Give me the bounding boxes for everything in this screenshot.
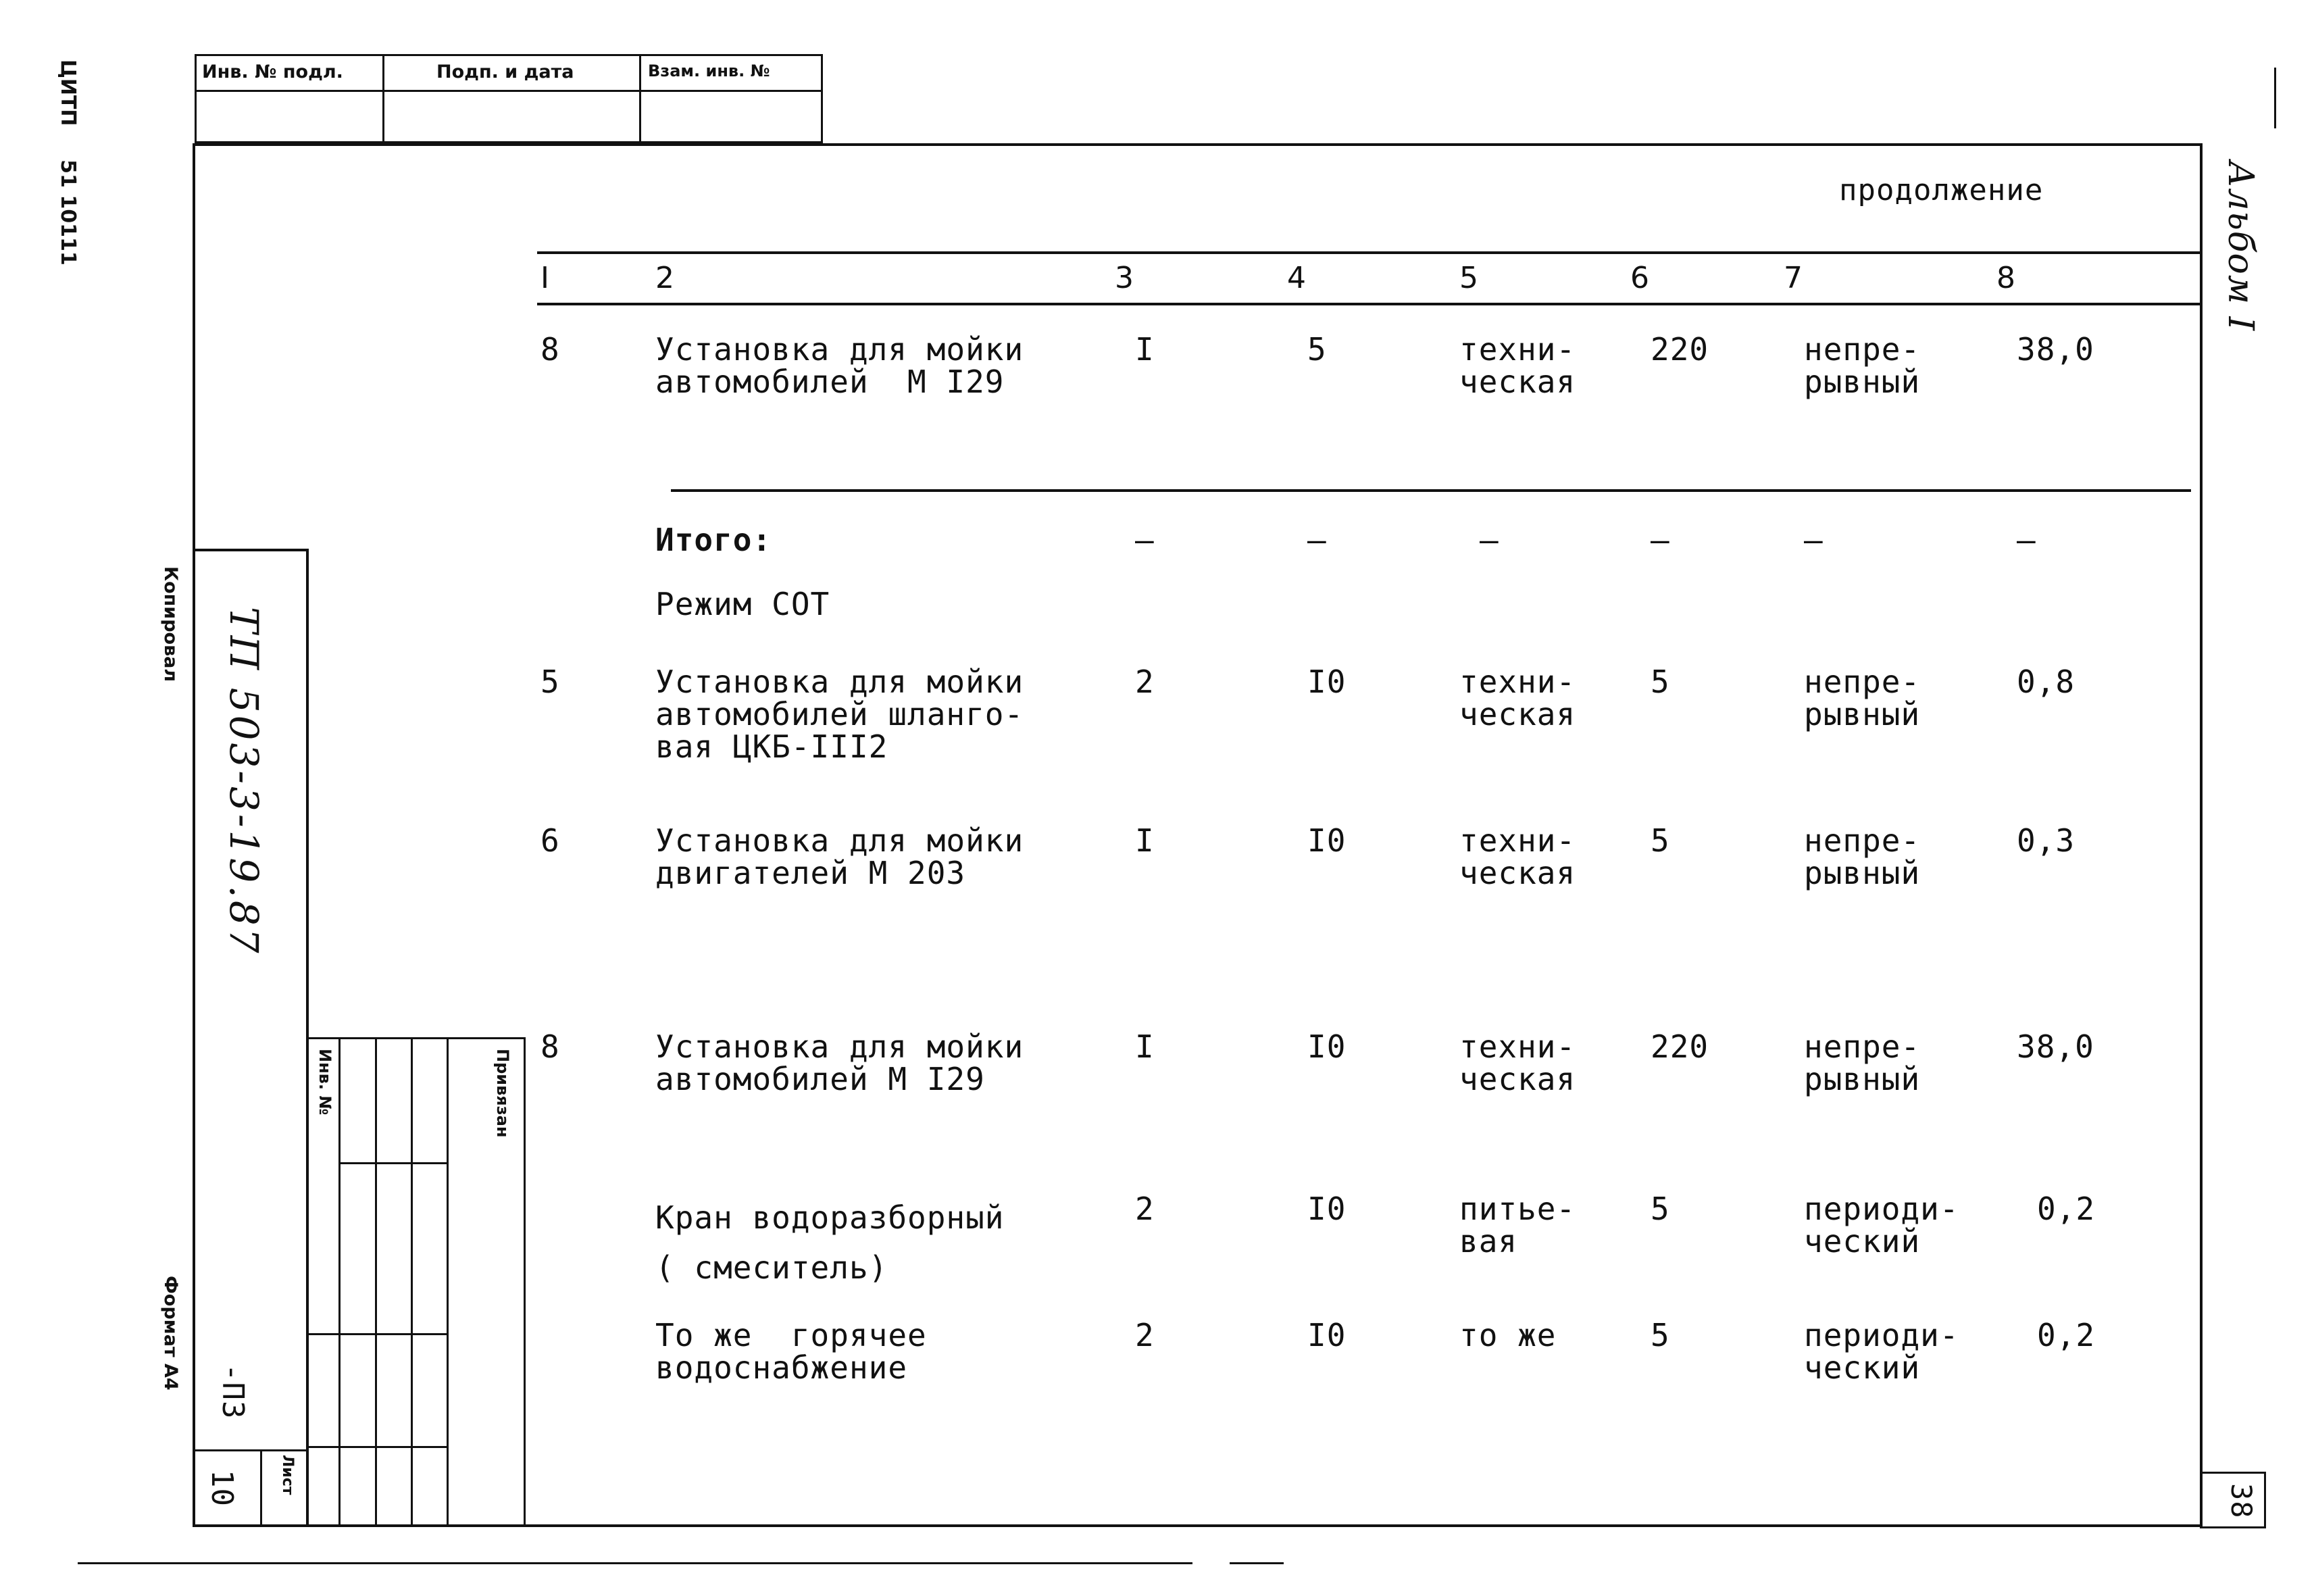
row3-c5: техни- ческая <box>1459 664 1576 732</box>
row7-c3: 2 <box>1135 1317 1155 1353</box>
row4-c5: техни- ческая <box>1459 822 1576 891</box>
row6-c5: питье- вая <box>1459 1191 1576 1260</box>
mode-heading: Режим СОТ <box>655 586 830 622</box>
row6-c7: периоди- ческий <box>1804 1191 1959 1260</box>
row3-pos: 5 <box>540 664 560 700</box>
row1-pos: 8 <box>540 331 560 368</box>
row4-c7: непре- рывный <box>1804 822 1921 891</box>
row4-pos: 6 <box>540 822 560 859</box>
row5-c8: 38,0 <box>2017 1028 2094 1065</box>
header-top-rule <box>537 251 2203 254</box>
row5-c3: I <box>1135 1028 1155 1065</box>
sign-label: Подп. и дата <box>436 61 574 82</box>
row5-c7: непре- рывный <box>1804 1028 1921 1097</box>
bound-label: Привязан <box>493 1049 512 1138</box>
row5-c5: техни- ческая <box>1459 1028 1576 1097</box>
row5-c6: 220 <box>1651 1028 1709 1065</box>
continuation-label: продолжение <box>1839 173 2044 207</box>
col-header-3: 3 <box>1115 261 1134 295</box>
row3-c3: 2 <box>1135 664 1155 700</box>
col-header-5: 5 <box>1459 261 1479 295</box>
total-c6: – <box>1651 522 1670 558</box>
row7-c4: I0 <box>1307 1317 1347 1353</box>
row1-c6: 220 <box>1651 331 1709 368</box>
row5-name: Установка для мойки автомобилей М I29 <box>655 1028 1024 1097</box>
project-code: ТП 503-3-19.87 <box>221 607 267 956</box>
sheet-label: Лист <box>279 1455 296 1495</box>
total-rule <box>671 489 2191 492</box>
bound-grid <box>306 1037 526 1527</box>
copied-label: Копировал <box>160 566 181 682</box>
row6-c4: I0 <box>1307 1191 1347 1227</box>
archive-stamp <box>56 59 80 266</box>
row7-c6: 5 <box>1651 1317 1670 1353</box>
album-mark: Альбом I <box>2220 161 2261 332</box>
col-header-7: 7 <box>1784 261 1803 295</box>
row6-c8: 0,2 <box>2037 1191 2096 1227</box>
row3-c7: непре- рывный <box>1804 664 1921 732</box>
total-c3: – <box>1135 522 1155 558</box>
total-c8: – <box>2017 522 2036 558</box>
row1-c4: 5 <box>1307 331 1327 368</box>
sheet-number: 10 <box>205 1470 239 1507</box>
row5-pos: 8 <box>540 1028 560 1065</box>
total-label: Итого: <box>655 522 772 558</box>
row7-name: То же горячее водоснабжение <box>655 1317 927 1386</box>
row7-c8: 0,2 <box>2037 1317 2096 1353</box>
row4-name: Установка для мойки двигателей М 203 <box>655 822 1024 891</box>
row6-c6: 5 <box>1651 1191 1670 1227</box>
row5-c4: I0 <box>1307 1028 1347 1065</box>
row1-c3: I <box>1135 331 1155 368</box>
header-bottom-rule <box>537 303 2203 305</box>
page-number: 38 <box>2225 1483 2258 1519</box>
top-stamp <box>195 54 823 143</box>
row6-c3: 2 <box>1135 1191 1155 1227</box>
row3-c8: 0,8 <box>2017 664 2076 700</box>
archive-code: ЦИТП <box>56 59 80 126</box>
total-c7: – <box>1804 522 1823 558</box>
row7-c7: периоди- ческий <box>1804 1317 1959 1386</box>
scan-bottom-edge <box>78 1562 1192 1564</box>
total-c4: – <box>1307 522 1327 558</box>
row1-name: Установка для мойки автомобилей М I29 <box>655 331 1024 400</box>
row3-c6: 5 <box>1651 664 1670 700</box>
row4-c4: I0 <box>1307 822 1347 859</box>
row1-c8: 38,0 <box>2017 331 2094 368</box>
row4-c8: 0,3 <box>2017 822 2076 859</box>
scan-bottom-edge-2 <box>1230 1562 1284 1564</box>
col-header-2: 2 <box>655 261 675 295</box>
row3-c4: I0 <box>1307 664 1347 700</box>
page-number-box <box>2200 1472 2266 1528</box>
format-label: Формат А4 <box>160 1276 181 1391</box>
scan-right-edge <box>2274 68 2276 128</box>
col-header-1: I <box>540 261 550 295</box>
row1-c7: непре- рывный <box>1804 331 1921 400</box>
col-header-4: 4 <box>1287 261 1307 295</box>
sheet-suffix: -ПЗ <box>216 1364 250 1420</box>
col-header-8: 8 <box>1996 261 2016 295</box>
row4-c6: 5 <box>1651 822 1670 859</box>
total-c5: – <box>1480 522 1499 558</box>
row6-name: Кран водоразборный ( смеситель) <box>655 1199 1005 1286</box>
row4-c3: I <box>1135 822 1155 859</box>
replace-label: Взам. инв. № <box>648 61 770 80</box>
row1-c5: техни- ческая <box>1459 331 1576 400</box>
inv-label: Инв. № подл. <box>202 61 343 82</box>
row7-c5: то же <box>1459 1317 1557 1353</box>
col-header-6: 6 <box>1630 261 1650 295</box>
archive-number: 51 10111 <box>56 159 80 266</box>
row3-name: Установка для мойки автомобилей шланго- вая ЦКБ-III2 <box>655 664 1024 765</box>
inv-no-label: Инв. № <box>316 1049 334 1116</box>
